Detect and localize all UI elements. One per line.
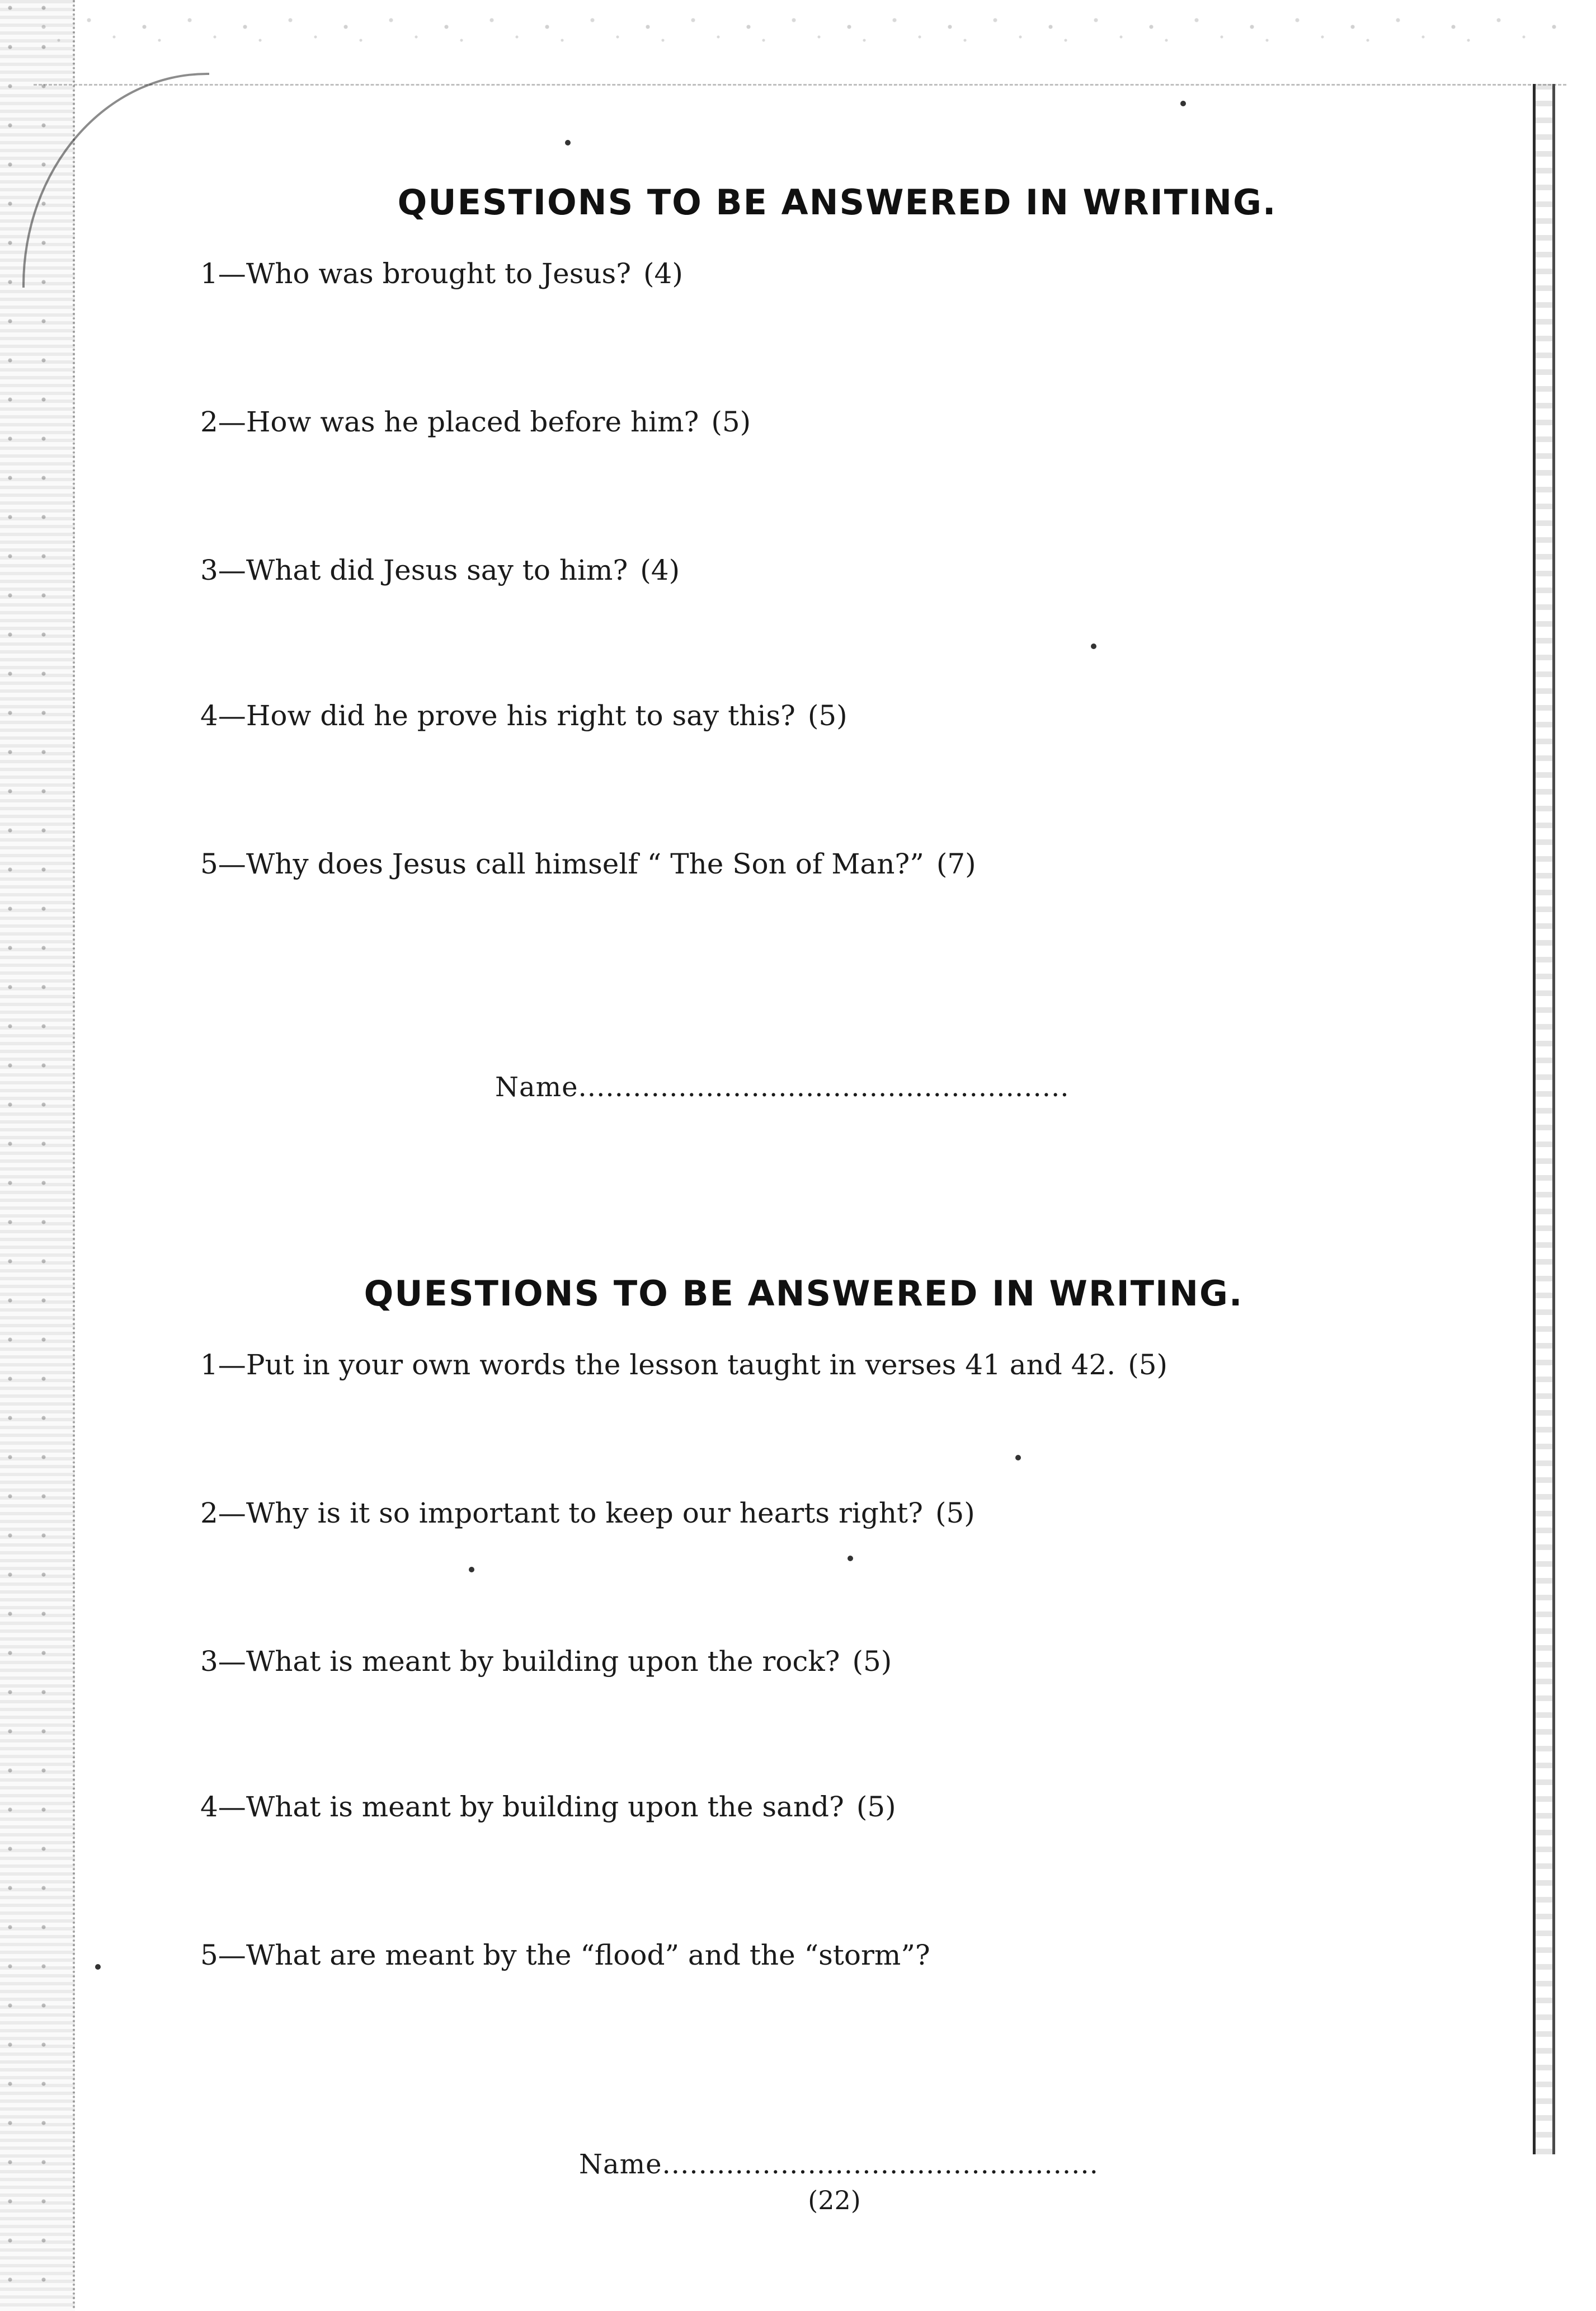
page-left-edge [0, 0, 75, 2311]
question-number: 4— [200, 699, 246, 732]
name-label: Name [579, 2149, 662, 2180]
question-text: How was he placed before him? [246, 406, 699, 438]
question-text: Who was brought to Jesus? [246, 257, 632, 290]
section-heading: QUESTIONS TO BE ANSWERED IN WRITING. [364, 1273, 1244, 1314]
name-field[interactable] [579, 2149, 1099, 2180]
question-item [200, 1791, 896, 1823]
name-dots: ...................................................... [578, 1072, 1070, 1103]
question-item [200, 1497, 975, 1529]
question-number: 2— [200, 406, 246, 438]
question-item [200, 699, 848, 732]
question-marks: (5) [807, 699, 848, 732]
question-item [200, 257, 683, 290]
speck [1015, 1455, 1021, 1460]
page-right-binding [1533, 84, 1555, 2154]
question-item [200, 1349, 1167, 1381]
speck [469, 1567, 474, 1572]
question-marks: (5) [856, 1791, 896, 1823]
question-number: 1— [200, 257, 246, 290]
question-item [200, 848, 976, 880]
question-number: 1— [200, 1349, 246, 1381]
question-item [200, 1645, 892, 1678]
question-text: What did Jesus say to him? [246, 554, 628, 586]
question-number: 3— [200, 554, 246, 586]
question-text: How did he prove his right to say this? [246, 699, 795, 732]
section-heading: QUESTIONS TO BE ANSWERED IN WRITING. [397, 182, 1277, 223]
question-marks: (7) [936, 848, 976, 880]
question-marks: (5) [1128, 1349, 1168, 1381]
question-number: 5— [200, 848, 246, 880]
question-marks: (4) [643, 257, 683, 290]
question-item [200, 554, 680, 586]
question-number: 5— [200, 1939, 246, 1971]
question-marks: (5) [935, 1497, 975, 1529]
question-item [200, 1939, 943, 1971]
question-text: What is meant by building upon the sand? [246, 1791, 844, 1823]
question-text: Why does Jesus call himself “ The Son of Man?” [246, 848, 924, 880]
question-text: What is meant by building upon the rock? [246, 1645, 840, 1678]
question-text: Put in your own words the lesson taught in verses 41 and 42. [246, 1349, 1116, 1381]
speck [1180, 101, 1186, 106]
speck [848, 1556, 853, 1561]
name-field[interactable] [495, 1072, 1069, 1103]
question-number: 2— [200, 1497, 246, 1529]
speck [565, 140, 571, 145]
question-item [200, 406, 751, 438]
name-label: Name [495, 1072, 578, 1103]
question-number: 4— [200, 1791, 246, 1823]
speck [1091, 643, 1096, 649]
page-number: (22) [808, 2185, 861, 2215]
speck [95, 1964, 101, 1970]
question-text: What are meant by the “flood” and the “storm”? [246, 1939, 930, 1971]
question-marks: (5) [711, 406, 751, 438]
name-dots: ................................................ [662, 2149, 1099, 2180]
question-marks: (4) [640, 554, 680, 586]
question-text: Why is it so important to keep our hearts right? [246, 1497, 923, 1529]
question-number: 3— [200, 1645, 246, 1678]
question-marks: (5) [852, 1645, 892, 1678]
page-top-edge [34, 0, 1566, 86]
